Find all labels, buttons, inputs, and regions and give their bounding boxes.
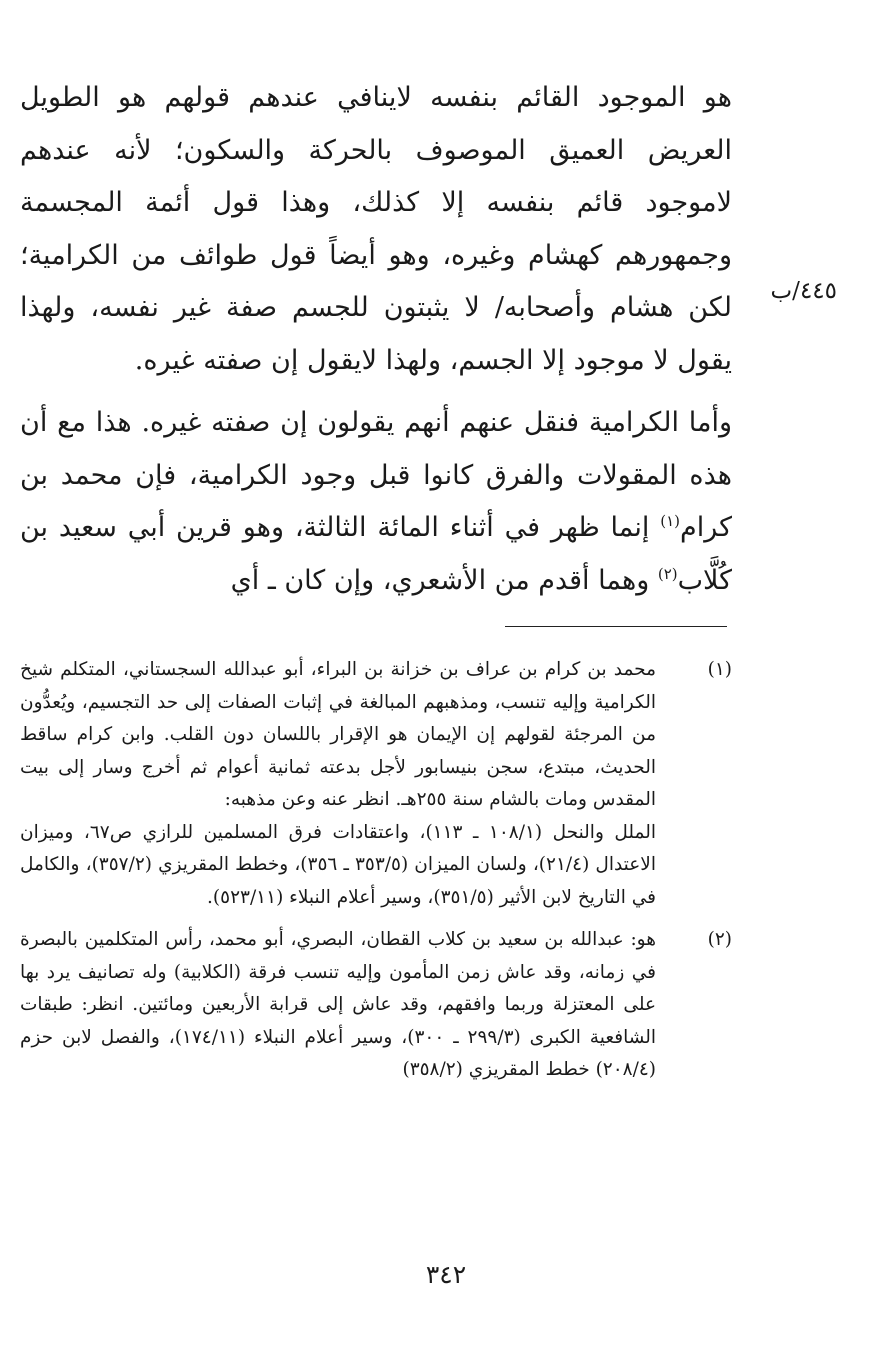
paragraph-2-text: وأما الكرامية فنقل عنهم أنهم يقولون إن صفته غيره. هذا مع أن هذه المقولات والفرق كانوا قبل وجود الكرامية، فإن محمد بن كرام — [20, 407, 732, 543]
footnote-text: هو: عبدالله بن سعيد بن كلاب القطان، البصري، أبو محمد، رأس المتكلمين بالبصرة في زمانه، وقد عاش زمن المأمون وإليه تنسب فرقة (الكلابية) وله تصانيف يرد بها على المعتزلة وربما وافقهم، وقد عاش إلى قرابة الأربعين ومائتين. انظر: طبقات الشافعية الكبرى (٢٩٩/٣ ـ ٣٠٠)، وسير أعلام النبلاء (١٧٤/١١)، والفصل لابن حزم (٢٠٨/٤) خطط المقريزي (٣٥٨/٢) — [20, 929, 656, 1080]
footnote-text: الملل والنحل (١٠٨/١ ـ ١١٣)، واعتقادات فرق المسلمين للرازي ص٦٧، وميزان الاعتدال (٢١/٤)، ولسان الميزان (٣٥٣/٥ ـ ٣٥٦)، وخطط المقريزي (٣٥٧/٢)، والكامل في التاريخ لابن الأثير (٣٥١/٥)، وسير أعلام النبلاء (٥٢٣/١١). — [20, 821, 656, 908]
main-text-body — [20, 72, 732, 607]
footnote-text: محمد بن كرام بن عراف بن خزانة بن البراء، أبو عبدالله السجستاني، المتكلم شيخ الكرامية وإليه تنسب، ومذهبهم المبالغة في إثبات الصفات إلى حد التجسيم، ويُعدُّون من المرجئة لقولهم إن الإيمان هو الإقرار باللسان دون القلب. وابن كرام ساقط الحديث، مبتدع، سجن بنيسابور لأجل بدعته ثمانية أعوام ثم أخرج وسار إلى بيت المقدس ومات بالشام سنة ٢٥٥هـ. انظر عنه وعن مذهبه: — [20, 659, 656, 810]
footnote-separator — [505, 626, 727, 627]
footnote-2 — [20, 924, 732, 1087]
paragraph-2-text: إنما ظهر في أثناء المائة الثالثة، وهو قرين أبي سعيد بن كُلَّاب — [20, 512, 732, 596]
footnote-number: (١) — [707, 659, 732, 680]
footnote-ref-1: (١) — [660, 512, 681, 530]
main-paragraph — [20, 397, 732, 607]
main-paragraph — [20, 72, 732, 387]
manuscript-folio-marker: ٤٤٥/ب — [770, 278, 837, 304]
paragraph-1-text: هو الموجود القائم بنفسه لاينافي عندهم قولهم هو الطويل العريض العميق الموصوف بالحركة والسكون؛ لأنه عندهم لاموجود قائم بنفسه إلا كذلك، وهذا قول أئمة المجسمة وجمهورهم كهشام وغيره، وهو أيضاً قول طوائف من الكرامية؛ لكن هشام وأصحابه/ لا يثبتون للجسم صفة غير نفسه، ولهذا يقول لا موجود إلا الجسم، ولهذا لايقول إن صفته غيره. — [20, 82, 732, 376]
page-number: ٣٤٢ — [425, 1260, 467, 1289]
footnotes-section — [20, 654, 732, 1087]
paragraph-2-text: وهما أقدم من الأشعري، وإن كان ـ أي — [230, 564, 658, 596]
footnote-number: (٢) — [707, 929, 732, 950]
footnote-ref-2: (٢) — [657, 564, 678, 583]
footnote-1 — [20, 654, 732, 914]
